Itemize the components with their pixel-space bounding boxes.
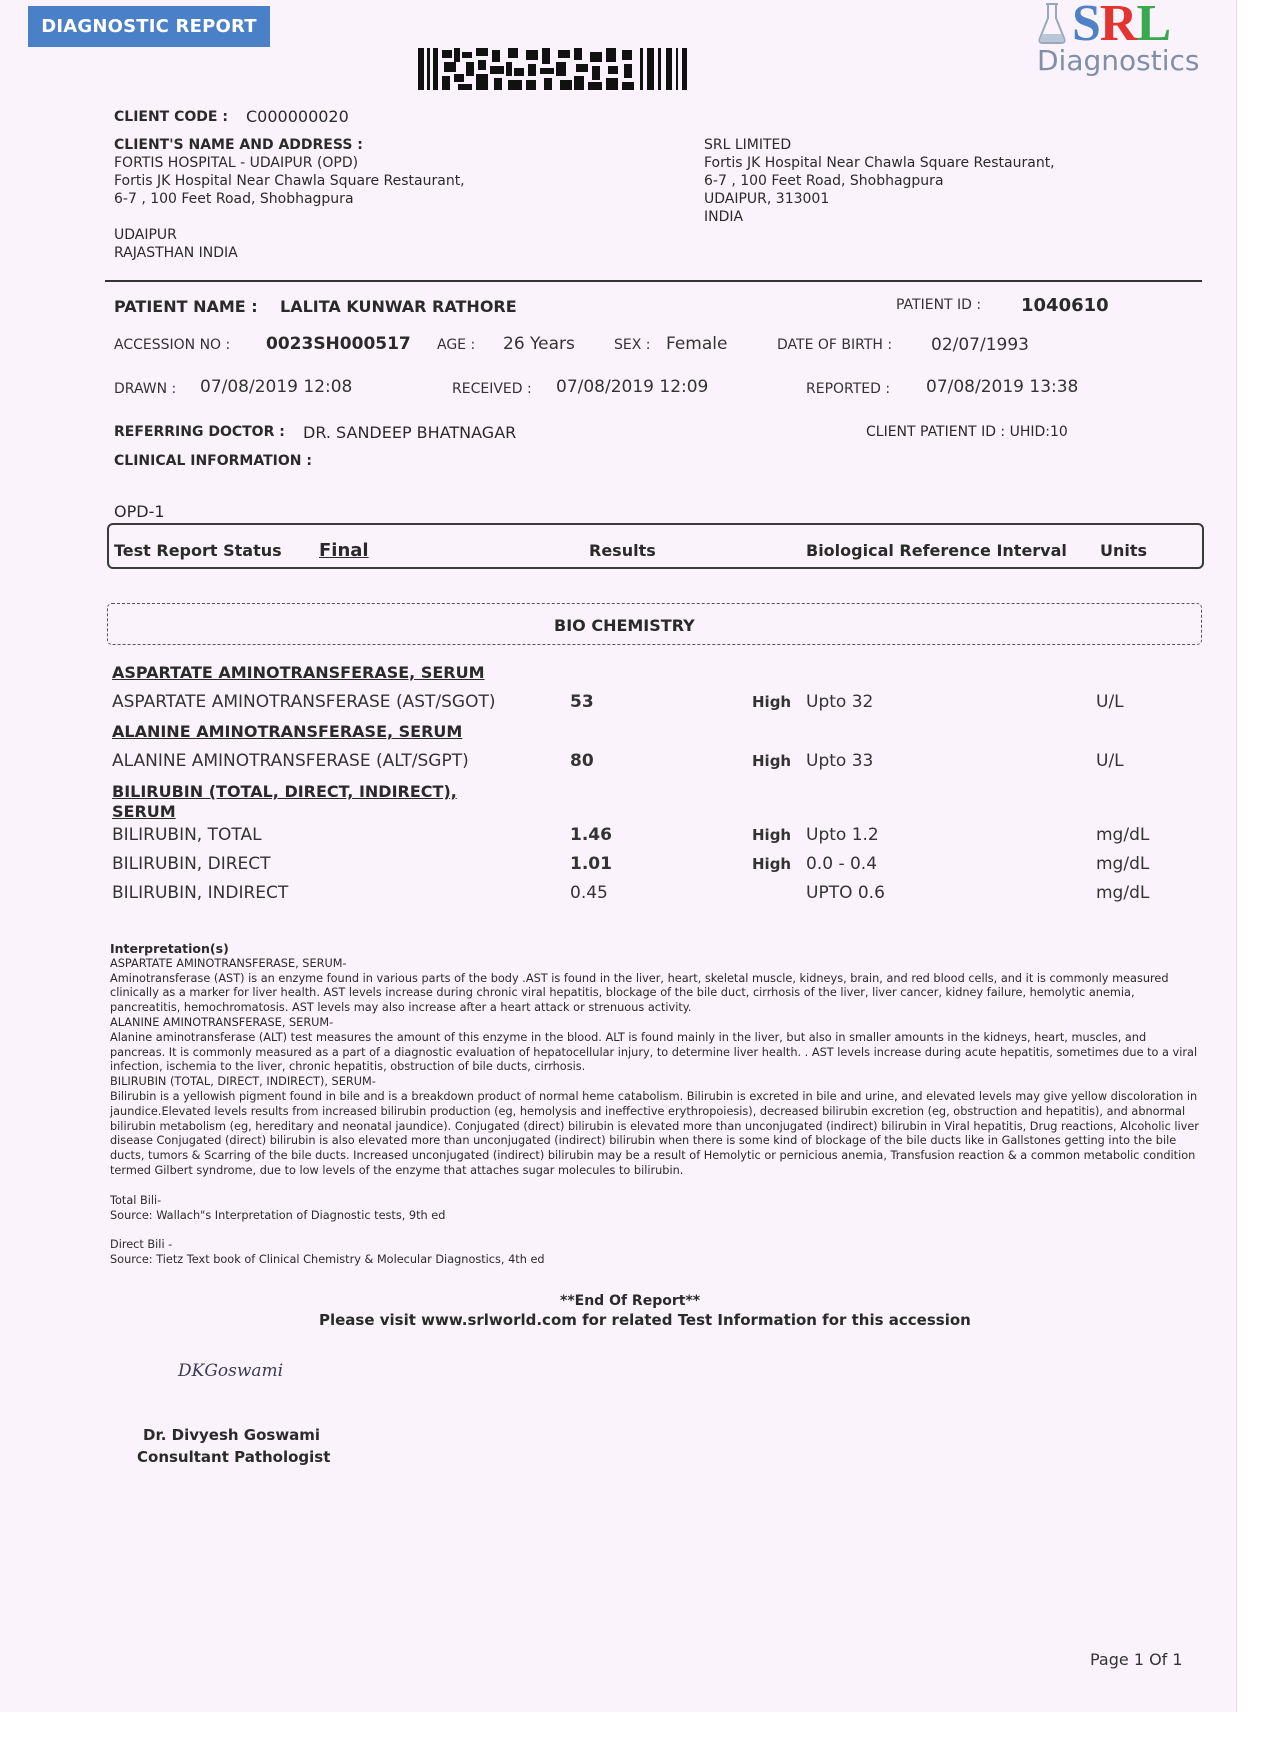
page-number: Page 1 Of 1 bbox=[1090, 1650, 1183, 1669]
test-name: BILIRUBIN, DIRECT bbox=[112, 854, 271, 874]
client-code: C000000020 bbox=[246, 107, 349, 126]
client-address-line: UDAIPUR bbox=[114, 227, 177, 243]
test-result: 1.01 bbox=[570, 854, 612, 874]
test-result: 53 bbox=[570, 692, 594, 712]
doctor-title: Consultant Pathologist bbox=[137, 1448, 331, 1466]
signature: DKGoswami bbox=[178, 1361, 284, 1381]
reference-interval: Upto 33 bbox=[806, 751, 874, 771]
client-address-line: Fortis JK Hospital Near Chawla Square Restaurant, bbox=[114, 173, 465, 189]
patient-id: 1040610 bbox=[1021, 295, 1109, 316]
test-heading: ASPARTATE AMINOTRANSFERASE, SERUM bbox=[112, 663, 485, 682]
client-name-label: CLIENT'S NAME AND ADDRESS : bbox=[114, 137, 363, 153]
interpretation-heading: ASPARTATE AMINOTRANSFERASE, SERUM- bbox=[110, 956, 347, 970]
ref-doctor: DR. SANDEEP BHATNAGAR bbox=[303, 423, 517, 442]
age-label: AGE : bbox=[437, 337, 476, 353]
barcode-image bbox=[418, 48, 688, 90]
reference-interval: Upto 1.2 bbox=[806, 825, 879, 845]
lab-address-line: SRL LIMITED bbox=[704, 137, 792, 153]
srl-logo: SRL bbox=[1072, 0, 1171, 52]
ref-doctor-label: REFERRING DOCTOR : bbox=[114, 424, 285, 440]
logo-subtitle: Diagnostics bbox=[1037, 44, 1200, 77]
drawn-label: DRAWN : bbox=[114, 381, 177, 397]
drawn-date: 07/08/2019 12:08 bbox=[200, 377, 353, 397]
test-result: 80 bbox=[570, 751, 594, 771]
status-label: Test Report Status bbox=[114, 541, 282, 560]
unit: mg/dL bbox=[1096, 854, 1150, 874]
patient-name: LALITA KUNWAR RATHORE bbox=[280, 297, 517, 316]
result-flag: High bbox=[752, 855, 792, 873]
received-label: RECEIVED : bbox=[452, 381, 532, 397]
visit-website-text: Please visit www.srlworld.com for related Test Information for this accession bbox=[319, 1311, 971, 1329]
reported-label: REPORTED : bbox=[806, 381, 891, 397]
source-label: Total Bili- bbox=[110, 1193, 162, 1207]
interpretation-text: Bilirubin is a yellowish pigment found in bile and is a breakdown product of normal heme catabolism. Bilirubin is excreted in bile and urine, and elevated levels may give yellow discoloration in jaundice.Elevated levels results from increased bilirubin production (eg, hemolysis and ineffective erythropoiesis), decreased bilirubin excretion (eg, obstruction and hepatitis), and abnormal bilirubin metabolism (eg, hereditary and neonatal jaundice). Conjugated (direct) bilirubin is elevated more than unconjugated (indirect) bilirubin in Viral hepatitis, Drug reactions, Alcoholic liver disease Conjugated (direct) bilirubin is also elevated more than unconjugated (indirect) bilirubin when there is some kind of blockage of the bile ducts like in Gallstones getting into the bile ducts, tumors & Scarring of the bile ducts. Increased unconjugated (indirect) bilirubin may be a result of Hemolytic or pernicious anemia, Transfusion reaction & a common metabolic condition termed Gilbert syndrome, due to low levels of the enzyme that attaches sugar molecules to bilirubin. bbox=[110, 1089, 1199, 1177]
test-result: 0.45 bbox=[570, 883, 608, 903]
test-name: BILIRUBIN, INDIRECT bbox=[112, 883, 289, 903]
result-flag: High bbox=[752, 693, 792, 711]
reference-column-header: Biological Reference Interval bbox=[806, 541, 1067, 560]
sex: Female bbox=[666, 334, 728, 354]
received-date: 07/08/2019 12:09 bbox=[556, 377, 709, 397]
flask-icon bbox=[1036, 2, 1068, 46]
age: 26 Years bbox=[503, 334, 575, 354]
clinical-info: OPD-1 bbox=[114, 502, 165, 521]
interpretation-title: Interpretation(s) bbox=[110, 941, 229, 956]
source-label: Direct Bili - bbox=[110, 1238, 173, 1252]
interpretation-section bbox=[110, 942, 1200, 1268]
client-address-line: 6-7 , 100 Feet Road, Shobhagpura bbox=[114, 191, 354, 207]
result-flag: High bbox=[752, 826, 792, 844]
test-heading: ALANINE AMINOTRANSFERASE, SERUM bbox=[112, 722, 463, 741]
source-reference: Source: Wallach"s Interpretation of Diagnostic tests, 9th ed bbox=[110, 1208, 446, 1222]
divider bbox=[105, 280, 1202, 282]
client-address-line: FORTIS HOSPITAL - UDAIPUR (OPD) bbox=[114, 155, 359, 171]
interpretation-heading: BILIRUBIN (TOTAL, DIRECT, INDIRECT), SERUM- bbox=[110, 1075, 376, 1089]
test-name: BILIRUBIN, TOTAL bbox=[112, 825, 262, 845]
result-flag: High bbox=[752, 752, 792, 770]
doctor-name: Dr. Divyesh Goswami bbox=[143, 1426, 321, 1444]
clinical-info-label: CLINICAL INFORMATION : bbox=[114, 453, 312, 469]
unit: U/L bbox=[1096, 692, 1124, 712]
interpretation-heading: ALANINE AMINOTRANSFERASE, SERUM- bbox=[110, 1015, 334, 1029]
source-reference: Source: Tietz Text book of Clinical Chemistry & Molecular Diagnostics, 4th ed bbox=[110, 1253, 545, 1267]
lab-address-line: Fortis JK Hospital Near Chawla Square Restaurant, bbox=[704, 155, 1055, 171]
reference-interval: Upto 32 bbox=[806, 692, 874, 712]
accession-number: 0023SH000517 bbox=[266, 334, 411, 354]
reference-interval: UPTO 0.6 bbox=[806, 883, 885, 903]
unit: U/L bbox=[1096, 751, 1124, 771]
results-column-header: Results bbox=[589, 541, 656, 560]
lab-address-line: INDIA bbox=[704, 209, 744, 225]
reference-interval: 0.0 - 0.4 bbox=[806, 854, 878, 874]
interpretation-text: Aminotransferase (AST) is an enzyme found in various parts of the body .AST is found in the liver, heart, skeletal muscle, kidneys, brain, and red blood cells, and it is commonly measured clinically as a marker for liver health. AST levels increase during chronic viral hepatitis, blockage of the bile duct, cirrhosis of the liver, liver cancer, kidney failure, hemolytic anemia, pancreatitis, hemochromatosis. AST levels may also increase after a heart attack or strenuous activity. bbox=[110, 971, 1169, 1015]
client-address-line: RAJASTHAN INDIA bbox=[114, 245, 238, 261]
units-column-header: Units bbox=[1100, 541, 1148, 560]
lab-address-line: UDAIPUR, 313001 bbox=[704, 191, 830, 207]
end-of-report: **End Of Report** bbox=[560, 1293, 701, 1309]
interpretation-text: Alanine aminotransferase (ALT) test measures the amount of this enzyme in the blood. ALT is found mainly in the liver, but also in smaller amounts in the kidneys, heart, muscles, and pancreas. It is commonly measured as a part of a diagnostic evaluation of hepatocellular injury, to determine liver health. . AST levels increase during acute hepatitis, sometimes due to a viral infection, ischemia to the liver, chronic hepatitis, obstruction of bile ducts, cirrhosis. bbox=[110, 1030, 1198, 1074]
dob-label: DATE OF BIRTH : bbox=[777, 337, 893, 353]
lab-address-line: 6-7 , 100 Feet Road, Shobhagpura bbox=[704, 173, 944, 189]
section-title: BIO CHEMISTRY bbox=[554, 616, 695, 635]
dob: 02/07/1993 bbox=[931, 335, 1029, 355]
client-code-label: CLIENT CODE : bbox=[114, 109, 228, 125]
client-patient-id: CLIENT PATIENT ID : UHID:10 bbox=[866, 424, 1068, 440]
test-name: ALANINE AMINOTRANSFERASE (ALT/SGPT) bbox=[112, 751, 469, 771]
test-heading: BILIRUBIN (TOTAL, DIRECT, INDIRECT), bbox=[112, 782, 457, 801]
test-heading: SERUM bbox=[112, 802, 176, 821]
report-status: Final bbox=[319, 540, 369, 561]
sex-label: SEX : bbox=[614, 337, 651, 353]
accession-label: ACCESSION NO : bbox=[114, 337, 231, 353]
reported-date: 07/08/2019 13:38 bbox=[926, 377, 1079, 397]
test-result: 1.46 bbox=[570, 825, 612, 845]
unit: mg/dL bbox=[1096, 883, 1150, 903]
patient-id-label: PATIENT ID : bbox=[896, 297, 982, 313]
unit: mg/dL bbox=[1096, 825, 1150, 845]
patient-name-label: PATIENT NAME : bbox=[114, 297, 258, 316]
report-banner: DIAGNOSTIC REPORT bbox=[28, 6, 270, 47]
test-name: ASPARTATE AMINOTRANSFERASE (AST/SGOT) bbox=[112, 692, 496, 712]
